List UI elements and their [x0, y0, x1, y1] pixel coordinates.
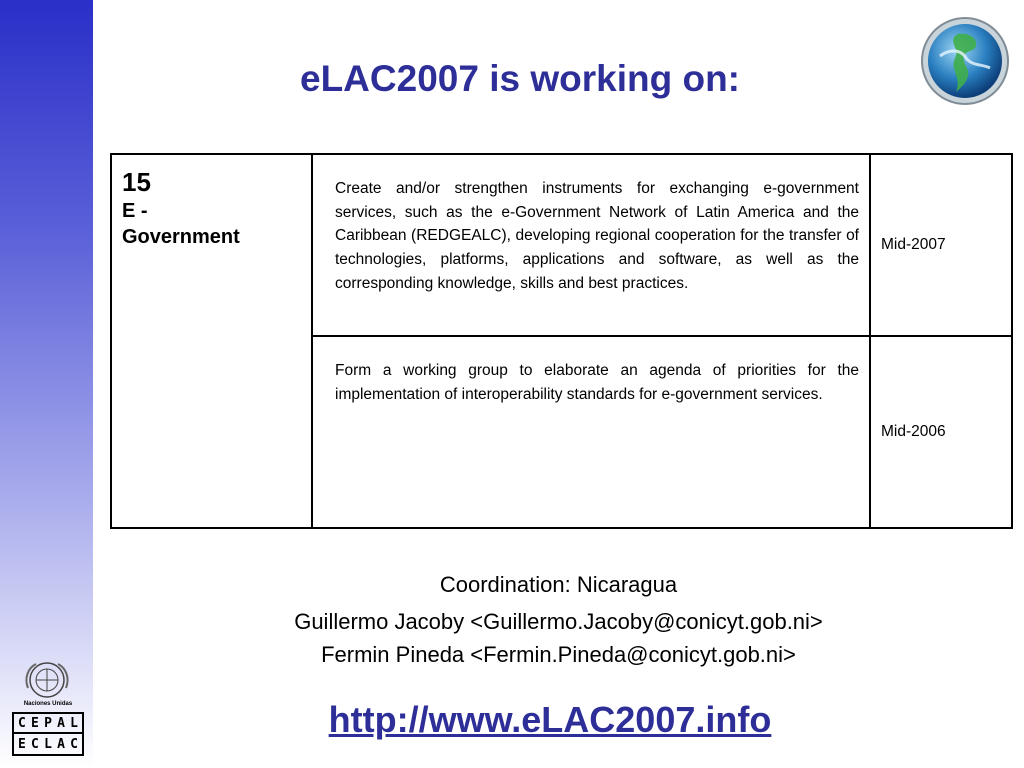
- action-description: Create and/or strengthen instruments for exchanging e-government services, such as the e-Government Network of Latin America and the Caribbean (REDGEALC), developing regional cooperation for the transfer of technologies, platforms, applications and software, as well as the corresponding knowledge, skills and best practices.: [335, 180, 859, 292]
- action-description-cell: [312, 336, 870, 528]
- coordinator-contact: Guillermo Jacoby <Guillermo.Jacoby@conicyt.gob.ni>: [294, 609, 823, 634]
- sidebar-gradient: [0, 0, 93, 768]
- deadline-cell: [870, 336, 1012, 528]
- goal-number: 15: [122, 167, 151, 197]
- action-description: Form a working group to elaborate an agenda of priorities for the implementation of interoperability standards for e-government services.: [335, 361, 859, 403]
- elac-website-link[interactable]: http://www.eLAC2007.info: [328, 699, 772, 740]
- goal-name-line1: E -: [122, 200, 148, 222]
- coordination-country: Coordination: Nicaragua: [439, 572, 678, 597]
- coordinator-contact: Fermin Pineda <Fermin.Pineda@conicyt.gob.ni>: [321, 642, 796, 667]
- goal-table: [110, 153, 1013, 529]
- goal-name-line2: Government: [122, 226, 240, 248]
- deadline-cell: [870, 154, 1012, 336]
- action-deadline: Mid-2006: [881, 422, 946, 440]
- slide-title: eLAC2007 is working on:: [300, 58, 740, 99]
- cepal-eclac-logo: [12, 712, 84, 758]
- action-description-cell: [312, 154, 870, 336]
- eclac-row: E C L A C: [12, 734, 84, 756]
- cepal-row: C E P A L: [12, 712, 84, 734]
- action-deadline: Mid-2007: [881, 235, 946, 253]
- un-caption: Naciones Unidas: [23, 701, 73, 707]
- table-row: [111, 154, 1012, 336]
- elac-globe-icon: [920, 16, 1010, 106]
- goal-cell: [111, 154, 312, 528]
